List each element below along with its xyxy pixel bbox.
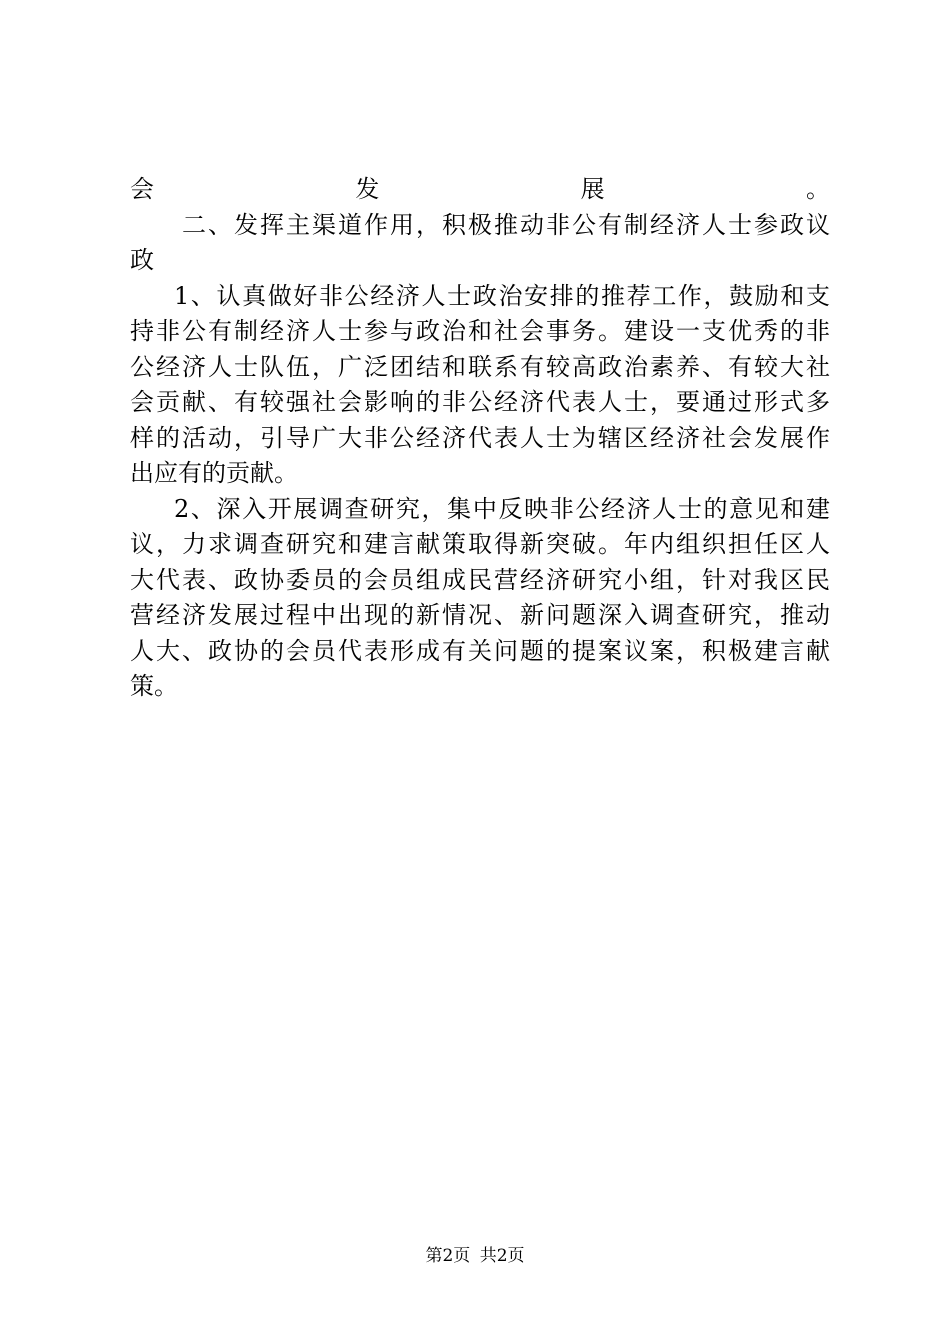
document-body — [130, 172, 830, 705]
text-line: 出应有的贡献。 — [130, 459, 298, 487]
paragraph-start-line: 1、认真做好非公经济人士政治安排的推荐工作，鼓励和支 — [174, 281, 830, 310]
section-heading: 二、发挥主渠道作用，积极推动非公有制经济人士参政议 — [182, 210, 830, 239]
text-line: 会贡献、有较强社会影响的非公经济代表人士，要通过形式多 — [130, 388, 830, 416]
paragraph-start-line: 2、深入开展调查研究，集中反映非公经济人士的意见和建 — [174, 494, 830, 523]
text-line: 持非公有制经济人士参与政治和社会事务。建设一支优秀的非 — [130, 317, 830, 345]
text-line: 政 — [130, 246, 154, 274]
text-line: 公经济人士队伍，广泛团结和联系有较高政治素养、有较大社 — [130, 352, 830, 381]
page-footer — [0, 1244, 950, 1268]
text-line: 策。 — [130, 672, 178, 700]
text-line: 议，力求调查研究和建言献策取得新突破。年内组织担任区人 — [130, 530, 830, 558]
text-line: 大代表、政协委员的会员组成民营经济研究小组，针对我区民 — [130, 565, 830, 594]
page-total: 共2页 — [479, 1246, 525, 1266]
text-line: 营经济发展过程中出现的新情况、新问题深入调查研究，推动 — [130, 601, 830, 629]
text-line: 会发展。 — [130, 175, 830, 203]
page-number: 第2页 — [425, 1246, 471, 1266]
text-line: 样的活动，引导广大非公经济代表人士为辖区经济社会发展作 — [130, 423, 830, 452]
text-line: 人大、政协的会员代表形成有关问题的提案议案，积极建言献 — [130, 636, 830, 665]
